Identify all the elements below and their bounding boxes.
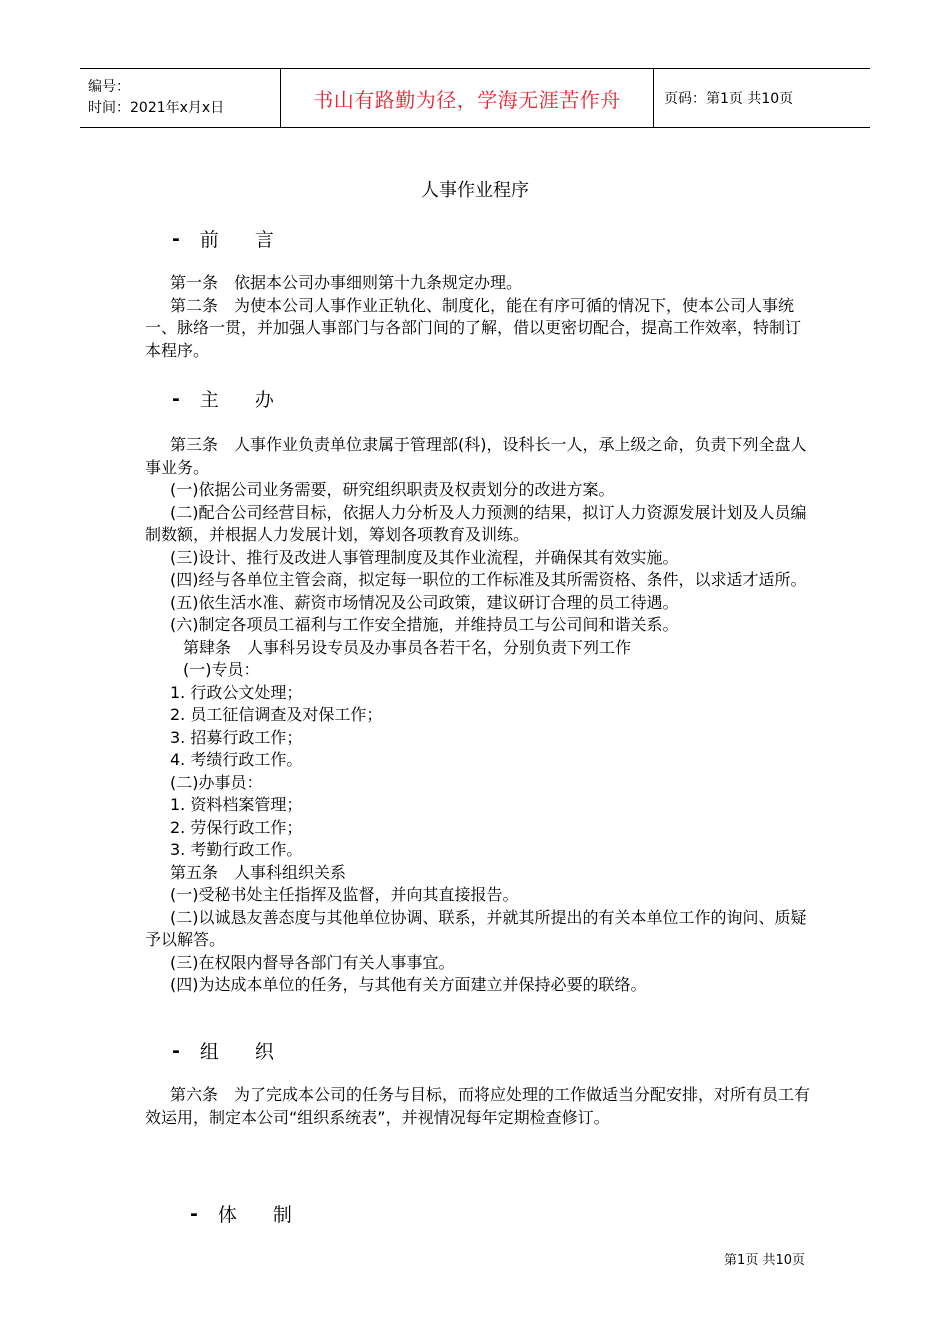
- page-header: [80, 68, 870, 128]
- section-heading-preface: [172, 225, 310, 252]
- section-title: 前言: [199, 229, 310, 251]
- section-dash: -: [172, 387, 180, 410]
- header-page-cell: [654, 69, 870, 127]
- time-label: 时间：2021年x月x日: [88, 100, 225, 116]
- list-item: 4. 考绩行政工作。: [170, 750, 303, 769]
- list-item: (四)经与各单位主管会商，拟定每一职位的工作标准及其所需资格、条件，以求适才适所。: [170, 570, 807, 589]
- article-6: 第六条 为了完成本公司的任务与目标，而将应处理的工作做适当分配安排，对所有员工有效运用，制定本公司“组织系统表”，并视情况每年定期检查修订。: [145, 1085, 811, 1127]
- list-item: (二)以诚恳友善态度与其他单位协调、联系，并就其所提出的有关本单位工作的询问、质疑予以解答。: [145, 907, 807, 949]
- article-5: 第五条 人事科组织关系: [170, 862, 347, 882]
- organizer-body: [145, 434, 810, 997]
- sub-heading: (一)专员：: [183, 660, 260, 679]
- article-2: 第二条 为使本公司人事作业正轨化、制度化，能在有序可循的情况下，使本公司人事统一、脉络一贯，并加强人事部门与各部门间的了解，借以更密切配合，提高工作效率，特制订本程序。: [145, 295, 802, 360]
- organization-body: [145, 1084, 810, 1129]
- page-footer: 第1页 共10页: [724, 1253, 805, 1268]
- section-heading-organization: [172, 1037, 310, 1064]
- list-item: 1. 行政公文处理；: [170, 682, 303, 702]
- list-item: 3. 考勤行政工作。: [170, 840, 303, 859]
- header-meta: [80, 69, 281, 127]
- header-motto: 书山有路勤为径，学海无涯苦作舟: [313, 87, 621, 112]
- list-item: 1. 资料档案管理；: [170, 795, 303, 814]
- article-3: 第三条 人事作业负责单位隶属于管理部(科)，设科长一人，承上级之命，负责下列全盘人事业务。: [145, 435, 807, 477]
- list-item: 2. 员工征信调查及对保工作；: [170, 705, 383, 724]
- list-item: (三)设计、推行及改进人事管理制度及其作业流程，并确保其有效实施。: [170, 547, 679, 567]
- list-item: (一)受秘书处主任指挥及监督，并向其直接报告。: [170, 885, 519, 904]
- number-label: 编号：: [88, 79, 130, 95]
- section-title: 组织: [199, 1041, 310, 1063]
- section-dash: -: [172, 1039, 180, 1062]
- section-dash: -: [172, 227, 180, 250]
- section-heading-organizer: [172, 385, 310, 412]
- article-1: 第一条 依据本公司办事细则第十九条规定办理。: [170, 273, 523, 292]
- header-motto-cell: [281, 69, 654, 127]
- list-item: (一)依据公司业务需要，研究组织职责及权责划分的改进方案。: [170, 480, 615, 499]
- section-heading-system: [190, 1200, 328, 1227]
- list-item: (五)依生活水准、薪资市场情况及公司政策，建议研订合理的员工待遇。: [170, 592, 679, 612]
- header-page-label: 页码：第1页 共10页: [664, 91, 794, 107]
- list-item: 3. 招募行政工作；: [170, 727, 303, 747]
- article-4: 第肆条 人事科另设专员及办事员各若干名，分别负责下列工作: [183, 637, 632, 657]
- document-title: 人事作业程序: [421, 180, 529, 201]
- list-item: (六)制定各项员工福利与工作安全措施，并维持员工与公司间和谐关系。: [170, 615, 679, 634]
- list-item: (三)在权限内督导各部门有关人事事宜。: [170, 952, 455, 972]
- sub-heading: (二)办事员：: [170, 772, 263, 792]
- section-dash: -: [190, 1202, 198, 1225]
- section-title: 体制: [217, 1204, 328, 1226]
- list-item: (二)配合公司经营目标，依据人力分析及人力预测的结果，拟订人力资源发展计划及人员编制数额，并根据人力发展计划，筹划各项教育及训练。: [145, 502, 807, 544]
- preface-body: [145, 272, 810, 362]
- section-title: 主办: [199, 389, 310, 411]
- list-item: (四)为达成本单位的任务，与其他有关方面建立并保持必要的联络。: [170, 975, 647, 994]
- list-item: 2. 劳保行政工作；: [170, 817, 303, 837]
